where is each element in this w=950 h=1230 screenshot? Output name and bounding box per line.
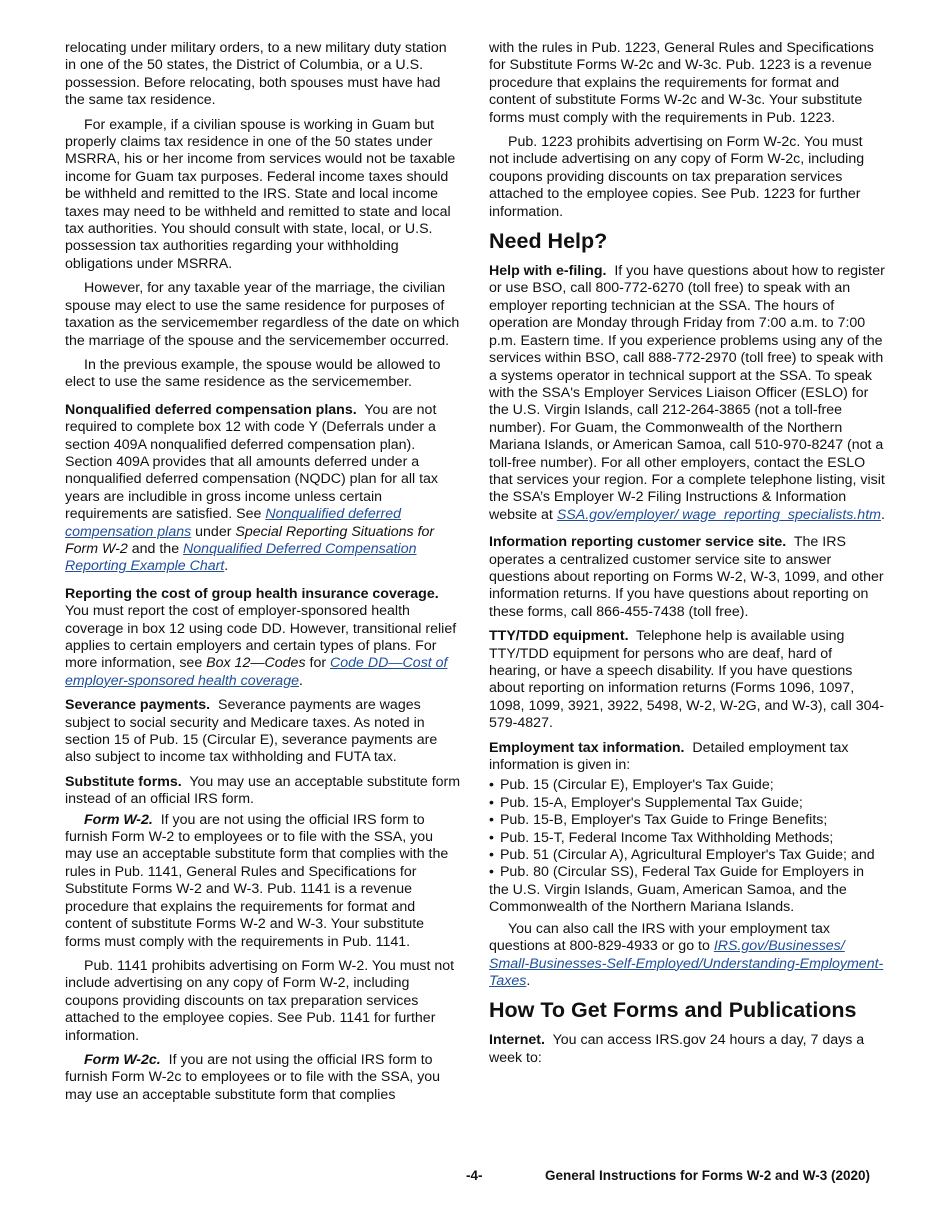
punctuation: . [224,558,229,575]
severance-heading: Severance payments. [65,697,211,714]
connector-text: under [195,523,232,540]
nqdc-chart-link[interactable]: Nonqualified Deferred Compensation Reporting Example Chart [65,540,417,575]
health-heading: Reporting the cost of group health insurance coverage. [65,585,439,602]
employment-tax-text: Detailed employment tax information is given in: [489,739,849,774]
call-irs-paragraph [489,921,886,991]
form-w2-heading: Form W-2. [84,811,153,828]
list-item: • Pub. 15-A, Employer's Supplemental Tax Guide; [489,795,886,812]
employment-tax-paragraph [489,740,886,775]
efile-paragraph [489,263,886,524]
paragraph: Pub. 1223 prohibits advertising on Form W-2c. You must not include advertising on any copy of Form W-2c, including coupons providing discounts on tax preparation services attached to the employee copies. See Pub. 1223 for further information. [489,134,865,220]
health-coverage-paragraph [65,586,461,690]
forms-publications-heading: How To Get Forms and Publications [489,998,857,1023]
info-text: The IRS operates a centralized customer service site to answer questions about reporting on Forms W-2, W-3, 1099, and other information returns. If you have questions about reporting on these forms, call 866-455-7438 (toll free). [489,534,884,620]
substitute-paragraph [65,774,461,809]
internet-paragraph [489,1032,886,1067]
form-w2c-heading: Form W-2c. [84,1051,161,1068]
need-help-heading: Need Help? [489,229,608,254]
severance-text: Severance payments are wages subject to social security and Medicare taxes. As noted in section 15 of Pub. 15 (Circular E), severance payments are also subject to income tax withholding and FUTA tax. [65,697,438,766]
substitute-heading: Substitute forms. [65,773,182,790]
nqdc-heading: Nonqualified deferred compensation plans. [65,401,357,418]
form-w2c-text: If you are not using the official IRS form to furnish Form W-2c to employees or to file with the SSA, you may use an acceptable substitute form that complies [65,1051,441,1103]
internet-heading: Internet. [489,1032,545,1049]
paragraph: relocating under military orders, to a new military duty station in one of the 50 states, the District of Columbia, or a U.S. possession. Before relocating, both spouses must have had the same tax residence. [65,40,447,109]
list-item: • Pub. 15-B, Employer's Tax Guide to Fringe Benefits; [489,812,886,829]
code-dd-link[interactable]: Code DD—Cost of employer-sponsored health coverage [65,655,448,689]
efile-text: If you have questions about how to register or use BSO, call 800-772-6270 (toll free) to speak with an employer reporting technician at the SSA. The hours of operation are Monday through Friday from 7:00 a.m. to 7:00 p.m. Eastern time. If you experience problems using any of the services within BSO, call 888-772-2970 (toll free) to speak with a systems operator in technical support at the SSA. To speak with the SSA's Employer Services Liaison Officer (ESLO) for the U.S. Virgin Islands, call 212-264-3865 (not a toll-free number). For Guam, the Commonwealth of the Northern Mariana Islands, or American Samoa, call 510-970-8247 (not a toll-free number). For all other employers, contact the ESLO that services your region. For a complete telephone listing, visit the SSA’s Employer W-2 Filing Instructions & Information website at [489,263,885,523]
list-item: • Pub. 15-T, Federal Income Tax Withholding Methods; [489,830,886,847]
paragraph: Pub. 1141 prohibits advertising on Form W-2. You must not include advertising on any copy of Form W-2, including coupons providing discounts on tax preparation services attached to the employee copies. See Pub. 1141 for further information. [65,957,455,1044]
right-column [489,40,886,1074]
nqdc-paragraph [65,402,461,576]
substitute-text: You may use an acceptable substitute form instead of an official IRS form. [65,773,461,808]
call-irs-text: You can also call the IRS with your employment tax questions at 800-829-4933 or go to [489,920,831,955]
punctuation: . [880,506,885,523]
paragraph: with the rules in Pub. 1223, General Rules and Specifications for Substitute Forms W-2c and W-3c. Pub. 1223 is a revenue procedure that explains the requirements for format and content of substitute Forms W-2c and W-3c. Your substitute forms must comply with the requirements in Pub. 1223. [489,40,874,126]
page-number: -4- [466,1168,483,1183]
ssa-employer-link[interactable]: SSA.gov/employer/ wage_reporting_specialists.htm [556,506,881,523]
italic-reference: Special Reporting Situations for Form W-2 [65,523,435,557]
connector-text: and the [131,540,180,557]
health-text: You must report the cost of employer-sponsored health coverage in box 12 using code DD. However, transitional relief applies to certain employers and certain types of plans. For more information, see [65,603,457,672]
list-item: • Pub. 80 (Circular SS), Federal Tax Guide for Employers in the U.S. Virgin Islands, Guam, American Samoa, and the Commonwealth of the Northern Mariana Islands. [489,864,886,916]
info-reporting-paragraph [489,534,886,621]
footer-title: General Instructions for Forms W-2 and W-3 (2020) [545,1168,871,1183]
tty-paragraph [489,628,886,732]
punctuation: . [298,672,303,689]
tty-text: Telephone help is available using TTY/TDD equipment for persons who are deaf, hard of hearing, or have a speech disability. If you have questions about reporting on information returns (Forms 1096, 1097, 1098, 1099, 3921, 3922, 5498, W-2, W-2G, and W-3), call 304-579-4827. [489,628,885,732]
info-heading: Information reporting customer service site. [489,534,787,551]
irs-employment-taxes-link[interactable]: IRS.gov/Businesses/ Small-Businesses-Self-Employed/Understanding-Employment-Taxes [489,938,884,989]
list-item: • Pub. 15 (Circular E), Employer's Tax Guide; [489,777,886,794]
form-w2-paragraph [65,812,461,951]
tty-heading: TTY/TDD equipment. [489,628,629,645]
form-w2-text: If you are not using the official IRS form to furnish Form W-2 to employees or to file with the SSA, you may use an acceptable substitute form that complies with the rules in Pub. 1141, General Rules and Specifications for Substitute Forms W-2 and W-3. Pub. 1141 is a revenue procedure that explains the requirements for format and content of substitute Forms W-2 and W-3. Your substitute forms must comply with the requirements in Pub. 1141. [65,811,449,950]
paragraph: For example, if a civilian spouse is working in Guam but properly claims tax residence in one of the 50 states under MSRRA, his or her income from services would not be taxable income for Guam tax purposes. Federal income taxes should be withheld and remitted to the IRS. State and local income taxes may need to be withheld and remitted to state and local tax authorities. You should consult with state, local, or U.S. possession tax authorities regarding your withholding obligations under MSRRA. [65,116,456,272]
internet-text: You can access IRS.gov 24 hours a day, 7 days a week to: [489,1032,865,1066]
severance-paragraph [65,697,461,767]
nqdc-plans-link[interactable]: Nonqualified deferred compensation plans [65,506,401,540]
paragraph: In the previous example, the spouse would be allowed to elect to use the same residence as the servicemember. [65,356,441,391]
italic-reference: Box 12—Codes [206,655,306,672]
connector-text: for [309,655,327,672]
employment-tax-heading: Employment tax information. [489,739,685,756]
nqdc-text: You are not required to complete box 12 with code Y (Deferrals under a section 409A nonqualified deferred compensation plan). Section 409A provides that all amounts deferred under a nonqualified deferred compensation (NQDC) plan for all tax years are includible in gross income unless certain requirements are satisfied. See [65,401,439,523]
left-column [65,40,461,1111]
list-item: • Pub. 51 (Circular A), Agricultural Employer's Tax Guide; and [489,847,886,864]
punctuation: . [526,972,531,989]
form-w2c-paragraph [65,1052,461,1104]
efile-heading: Help with e-filing. [489,263,607,280]
paragraph: However, for any taxable year of the marriage, the civilian spouse may elect to use the same residence for purposes of taxation as the servicemember regardless of the date on which the marriage of the spouse and the servicemember occurred. [65,280,460,349]
publication-list [489,777,886,916]
